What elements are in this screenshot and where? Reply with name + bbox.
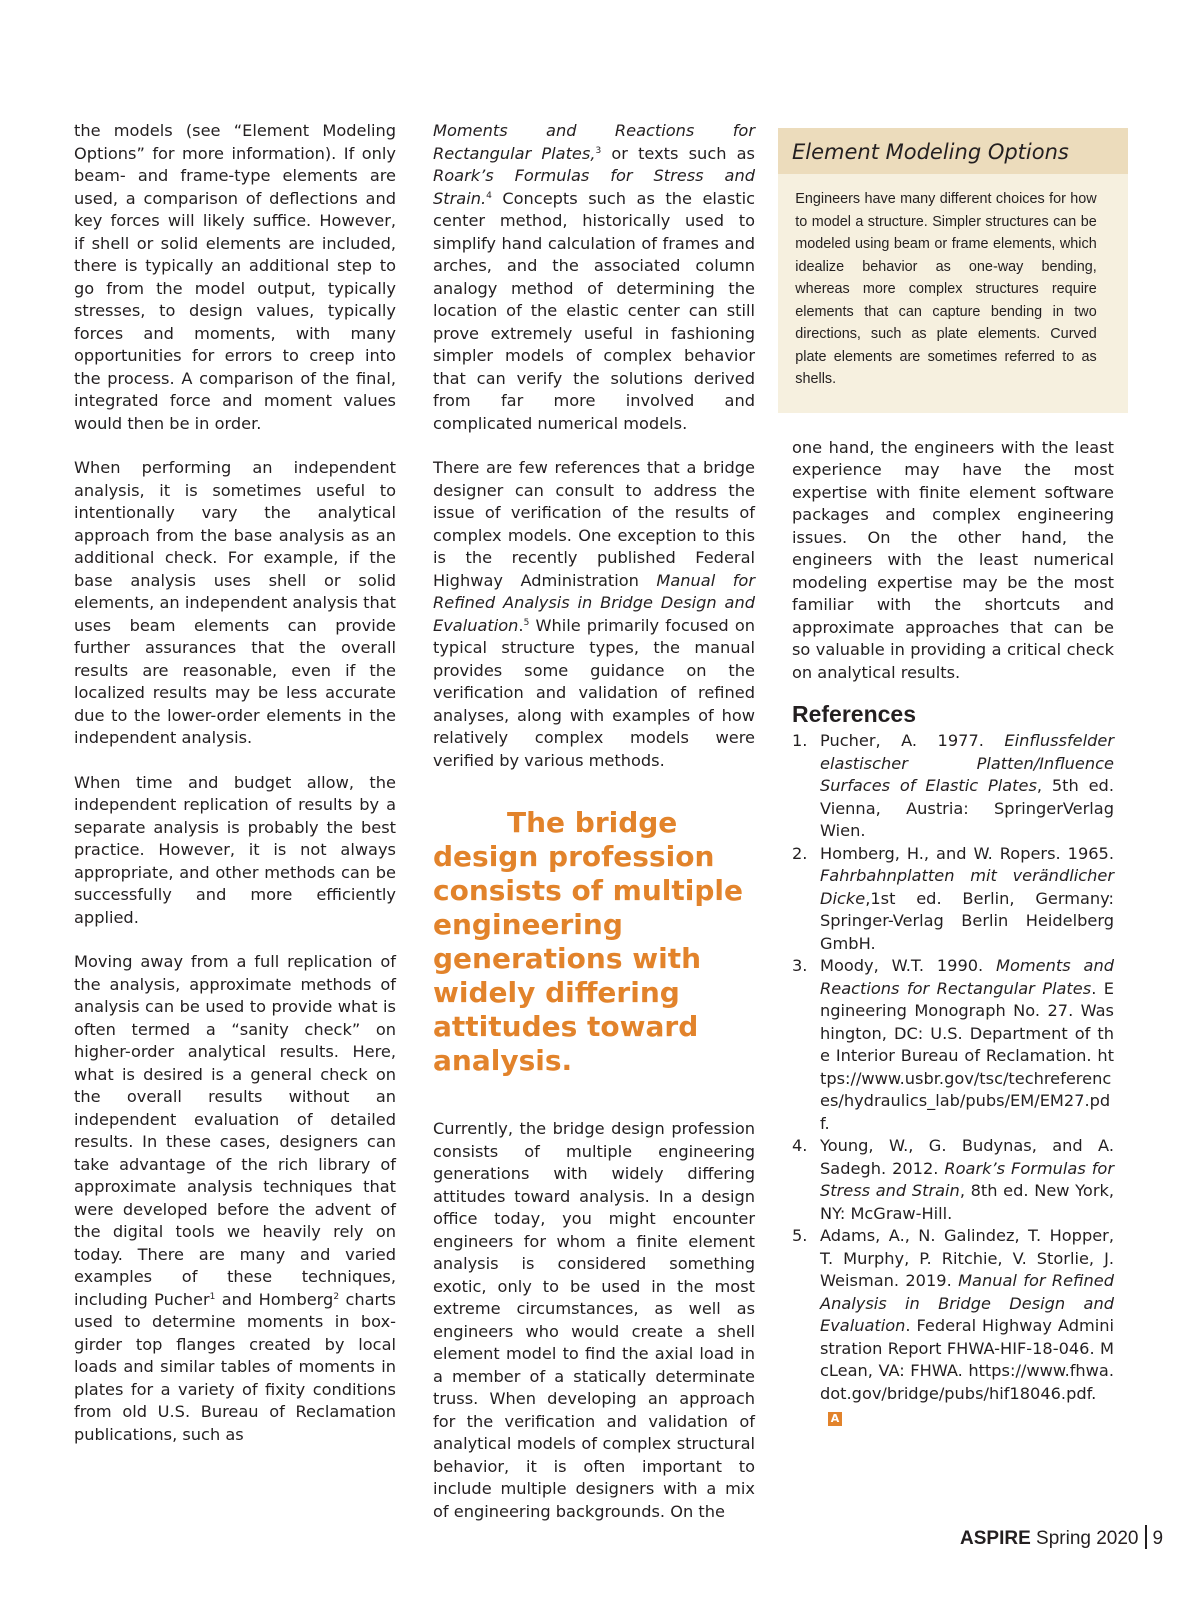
paragraph-text: . <box>518 615 524 635</box>
reference-item <box>792 1225 1114 1428</box>
reference-text: Adams, A., N. Galindez, T. Hopper, T. Murphy, P. Ritchie, V. Storlie, J. Weisman. 2019. <box>820 1226 1114 1290</box>
reference-number: 4. <box>792 1136 808 1155</box>
reference-number: 3. <box>792 956 808 975</box>
page-number: 9 <box>1152 1528 1164 1549</box>
reference-number: 1. <box>792 731 808 750</box>
footnote-ref: 2 <box>333 1291 340 1302</box>
italic-title: Roark’s Formulas for Stress and Strain. <box>433 166 755 208</box>
reference-number: 2. <box>792 843 808 863</box>
footnote-ref: 1 <box>209 1291 216 1302</box>
reference-text: Homberg, H., and W. Ropers. 1965. <box>820 843 1114 863</box>
paragraph-text: When time and budget allow, the independent replication of results by a separate analysis is probably the best practice. However, it is not always appropriate, and other methods can be successfully and more efficiently applied. <box>74 772 396 927</box>
sidebar-title: Element Modeling Options <box>778 128 1128 174</box>
body-paragraph <box>792 437 1114 685</box>
end-of-article-icon: A <box>828 1412 842 1426</box>
paragraph-text: Currently, the bridge design profession consists of multiple engineering generations with widely differing attitudes toward analysis. In a design office today, you might encounter engineers for whom a finite element analysis is considered something exotic, only to be used in the most extreme circumstances, as well as engineers who would create a shell element model to find the axial load in a member of a statically determinate truss. When developing an approach for the verification and validation of analytical models of complex structural behavior, it is often important to include multiple designers with a mix of engineering backgrounds. On the <box>433 1119 755 1521</box>
sidebar-body: Engineers have many different choices for how to model a structure. Simpler structures can be modeled using beam or frame elements, which idealize behavior as one-way bending, whereas more complex structures require elements that can capture bending in two directions, such as plate elements. Curved plate elements are sometimes referred to as shells. <box>795 190 1097 387</box>
paragraph-text: There are few references that a bridge designer can consult to address the issue of verification of the results of complex models. One exception to this is the recently published Federal Highway Administration <box>433 458 755 590</box>
body-paragraph <box>74 457 396 750</box>
italic-title: Manual for Refined Analysis in Bridge Design and Evaluation <box>433 570 755 635</box>
reference-title: Einflussfelder elastischer Platten/Influence Surfaces of Elastic Plates <box>820 731 1114 795</box>
reference-text: , 8th ed. New York, NY: McGraw-Hill. <box>820 1181 1114 1223</box>
page-footer <box>960 1525 1163 1551</box>
reference-item <box>792 730 1114 843</box>
footnote-ref: 3 <box>595 145 602 156</box>
references-heading: References <box>792 701 917 727</box>
body-paragraph <box>74 772 396 930</box>
reference-title: Fahrbahnplatten mit verändlicher Dicke <box>820 866 1114 908</box>
reference-title: Roark’s Formulas for Stress and Strain <box>820 1158 1114 1200</box>
reference-text: Young, W., G. Budynas, and A. Sadegh. 2012. <box>820 1136 1114 1178</box>
footnote-ref: 5 <box>523 617 530 628</box>
reference-item <box>792 955 1114 1135</box>
italic-title: Moments and Reactions for Rectangular Plates, <box>433 121 755 163</box>
footer-divider <box>1145 1525 1147 1549</box>
references-list <box>792 730 1114 1428</box>
reference-number: 5. <box>792 1226 808 1245</box>
issue-label: Spring 2020 <box>1036 1528 1139 1549</box>
paragraph-text: and Homberg <box>215 1289 334 1309</box>
paragraph-text: While primarily focused on typical structure types, the manual provides some guidance on the verification and validation of refined analyses, along with examples of how relatively complex models were verified by various methods. <box>433 615 755 770</box>
paragraph-text: one hand, the engineers with the least experience may have the most expertise with finite element software packages and complex engineering issues. On the other hand, the engineers with the least numerical modeling expertise may be the most familiar with the shortcuts and approximate approaches that can be so valuable in providing a critical check on analytical results. <box>792 437 1114 682</box>
body-paragraph <box>74 120 396 435</box>
body-paragraph <box>433 120 755 435</box>
column-middle <box>433 120 755 1545</box>
reference-text: , 5th ed. Vienna, Austria: SpringerVerlag Wien. <box>820 776 1114 840</box>
pull-quote <box>433 806 755 1078</box>
magazine-brand: ASPIRE <box>960 1528 1031 1549</box>
reference-text: . Engineering Monograph No. 27. Washington, DC: U.S. Department of the Interior Bureau of Reclamation. https://www.usbr.gov/tsc/techreferences/hydraulics_lab/pubs/EM/EM27.pdf. <box>820 978 1114 1133</box>
reference-title: Manual for Refined Analysis in Bridge Design and Evaluation <box>820 1271 1114 1335</box>
paragraph-text: charts used to determine moments in box-girder top flanges created by local loads and similar tables of moments in plates for a variety of fixity conditions from old U.S. Bureau of Reclamation publications, such as <box>74 1289 396 1444</box>
paragraph-text: or texts such as <box>601 143 755 163</box>
reference-text: ,1st ed. Berlin, Germany: Springer-Verlag Berlin Heidelberg GmbH. <box>820 888 1114 953</box>
reference-item <box>792 843 1114 956</box>
body-paragraph <box>74 951 396 1446</box>
column-left <box>74 120 396 1468</box>
paragraph-text: When performing an independent analysis, it is sometimes useful to intentionally vary the analytical approach from the base analysis as an additional check. For example, if the base analysis uses shell or solid elements, an independent analysis that uses beam elements can provide further assurances that the overall results are reasonable, even if the localized results may be less accurate due to the lower-order elements in the independent analysis. <box>74 458 396 747</box>
pull-quote-text: The bridge design profession consists of multiple engineering generations with widely differing attitudes toward analysis. <box>433 806 743 1077</box>
reference-text: . Federal Highway Administration Report FHWA-HIF-18-046. McLean, VA: FHWA. https://www.fhwa.dot.gov/bridge/pubs/hif18046.pdf. <box>820 1316 1114 1403</box>
column-right <box>792 120 1114 1428</box>
paragraph-text: Concepts such as the elastic center method, historically used to simplify hand calculation of frames and arches, and the associated column analogy method of determining the location of the elastic center can still prove extremely useful in fashioning simpler models of complex behavior that can verify the solutions derived from far more involved and complicated numerical models. <box>433 188 755 433</box>
reference-text: Moody, W.T. 1990. <box>820 956 997 975</box>
sidebar-box <box>778 128 1128 413</box>
paragraph-text: Moving away from a full replication of the analysis, approximate methods of analysis can be used to provide what is often termed a “sanity check” on higher-order analytical results. Here, what is desired is a general check on the overall results without an independent evaluation of detailed results. In these cases, designers can take advantage of the rich library of approximate analysis techniques that were developed before the advent of the digital tools we heavily rely on today. There are many and varied examples of these techniques, including Pucher <box>74 952 396 1309</box>
reference-item <box>792 1135 1114 1225</box>
body-paragraph <box>433 1118 755 1523</box>
paragraph-text: the models (see “Element Modeling Options” for more information). If only beam- and frame-type elements are used, a comparison of deflections and key forces will likely suffice. However, if shell or solid elements are included, there is typically an additional step to go from the model output, typically stresses, to design values, typically forces and moments, with many opportunities for errors to creep into the process. A comparison of the final, integrated force and moment values would then be in order. <box>74 121 396 433</box>
reference-title: Moments and Reactions for Rectangular Plates <box>820 956 1114 998</box>
footnote-ref: 4 <box>486 190 492 201</box>
body-paragraph <box>433 457 755 772</box>
reference-text: Pucher, A. 1977. <box>820 731 1005 750</box>
